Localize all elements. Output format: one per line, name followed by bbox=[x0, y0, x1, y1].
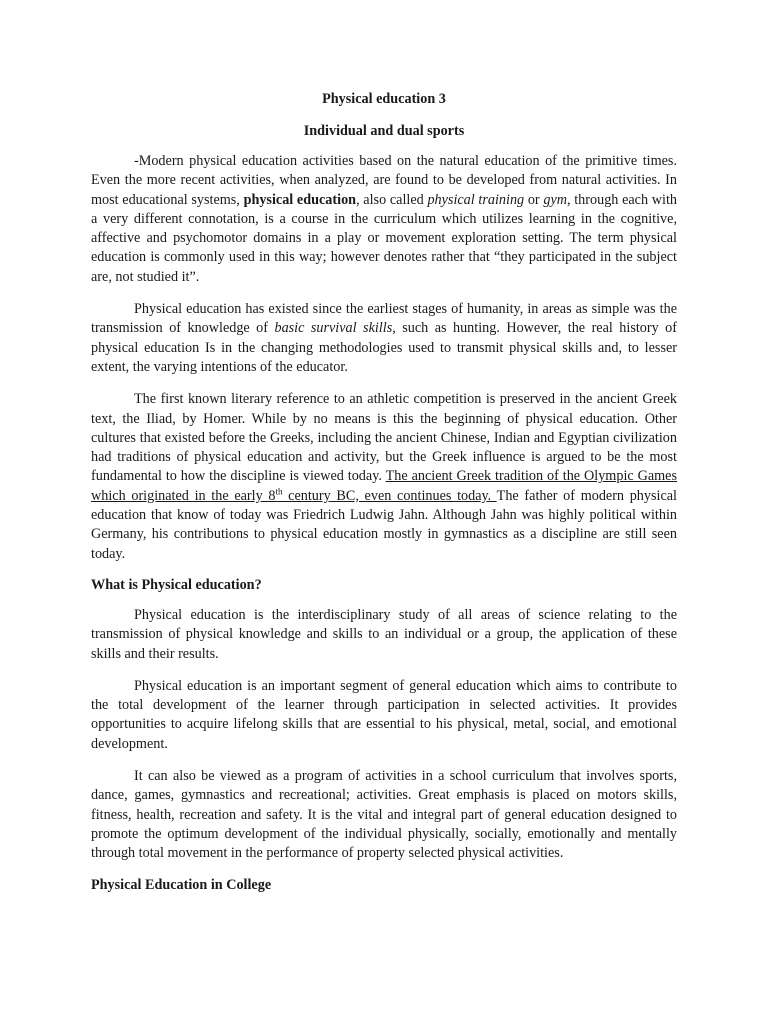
paragraph-definition: Physical education is the interdisciplinary study of all areas of science relating to the transmission of physical knowledge and skills to an individual or a group, the application of these skills and their results. bbox=[91, 606, 677, 662]
p3-text-b: The ancient Greek tradition of the Olympic Games which originated in the early 8 bbox=[91, 468, 677, 504]
p1-text-e: or bbox=[524, 191, 544, 208]
p2-italic-survival-skills: basic survival skills, bbox=[274, 320, 396, 337]
p3-text-a: The first known literary reference to an athletic competition is preserved in the ancient Greek text, the Iliad, by Homer. While by no means is this the beginning of physical education. Other cultures that existed before the Greeks, including the ancient Chinese, Indian and Egyptian civilization had traditions of physical education and activity, but the Greek influence is argued to be the most fundamental to how the discipline is viewed today. bbox=[91, 391, 677, 485]
document-subtitle: Individual and dual sports bbox=[303, 123, 465, 139]
heading-what-is-pe: What is Physical education? bbox=[91, 576, 262, 593]
paragraph-modern-pe bbox=[91, 152, 677, 287]
p1-bold-physical-education: physical education bbox=[243, 191, 357, 208]
heading-pe-in-college: Physical Education in College bbox=[91, 876, 272, 893]
paragraph-program: It can also be viewed as a program of activities in a school curriculum that involves sports, dance, games, gymnastics and recreational; activities. Great emphasis is placed on motors skills, fitness, health, recreation and safety. It is the vital and integral part of general education designed to promote the optimum development of the individual physically, socially, emotionally and mentally through total movement in the performance of property selected physical activities. bbox=[91, 768, 677, 862]
p3-text-d: The father of modern physical education that know of today was Friedrich Ludwig Jahn. Although Jahn was highly political within Germany, his contributions to physical education mostly in gymnastics as a discipline are still seen today. bbox=[91, 487, 677, 562]
p1-text-c: , also called bbox=[356, 191, 428, 208]
p3-text-c: century BC, even continues today. bbox=[282, 487, 497, 504]
paragraph-history bbox=[91, 300, 677, 377]
document-page bbox=[91, 90, 677, 895]
p1-text-a: -Modern physical education activities based on the natural education of the primitive times. Even the more recent activities, when analyzed, are found to be developed from natural activities. In most educational systems, bbox=[91, 153, 677, 208]
p2-text-a: Physical education has existed since the earliest stages of humanity, in areas as simple was the transmission of knowledge of bbox=[91, 301, 677, 337]
document-title: Physical education 3 bbox=[322, 91, 446, 107]
paragraph-segment: Physical education is an important segment of general education which aims to contribute to the total development of the learner through participation in selected activities. It provides opportunities to acquire lifelong skills that are essential to his physical, metal, social, and emotional development. bbox=[91, 677, 677, 752]
p1-italic-physical-training: physical training bbox=[427, 191, 525, 208]
paragraph-greek bbox=[91, 390, 677, 564]
p3-superscript-th: th bbox=[275, 486, 283, 497]
p1-text-g: , through each with a very different connotation, is a course in the curriculum which utilizes learning in the cognitive, affective and psychomotor domains in a play or movement exploration setting. The term physical education is commonly used in this way; however denotes rather that “they participated in the subject are, not studied it”. bbox=[91, 191, 677, 285]
p2-text-c: such as hunting. However, the real history of physical education Is in the changing methodologies used to transmit physical skills and, to lesser extent, the varying intentions of the educator. bbox=[91, 320, 677, 375]
p1-italic-gym: gym bbox=[543, 191, 567, 208]
